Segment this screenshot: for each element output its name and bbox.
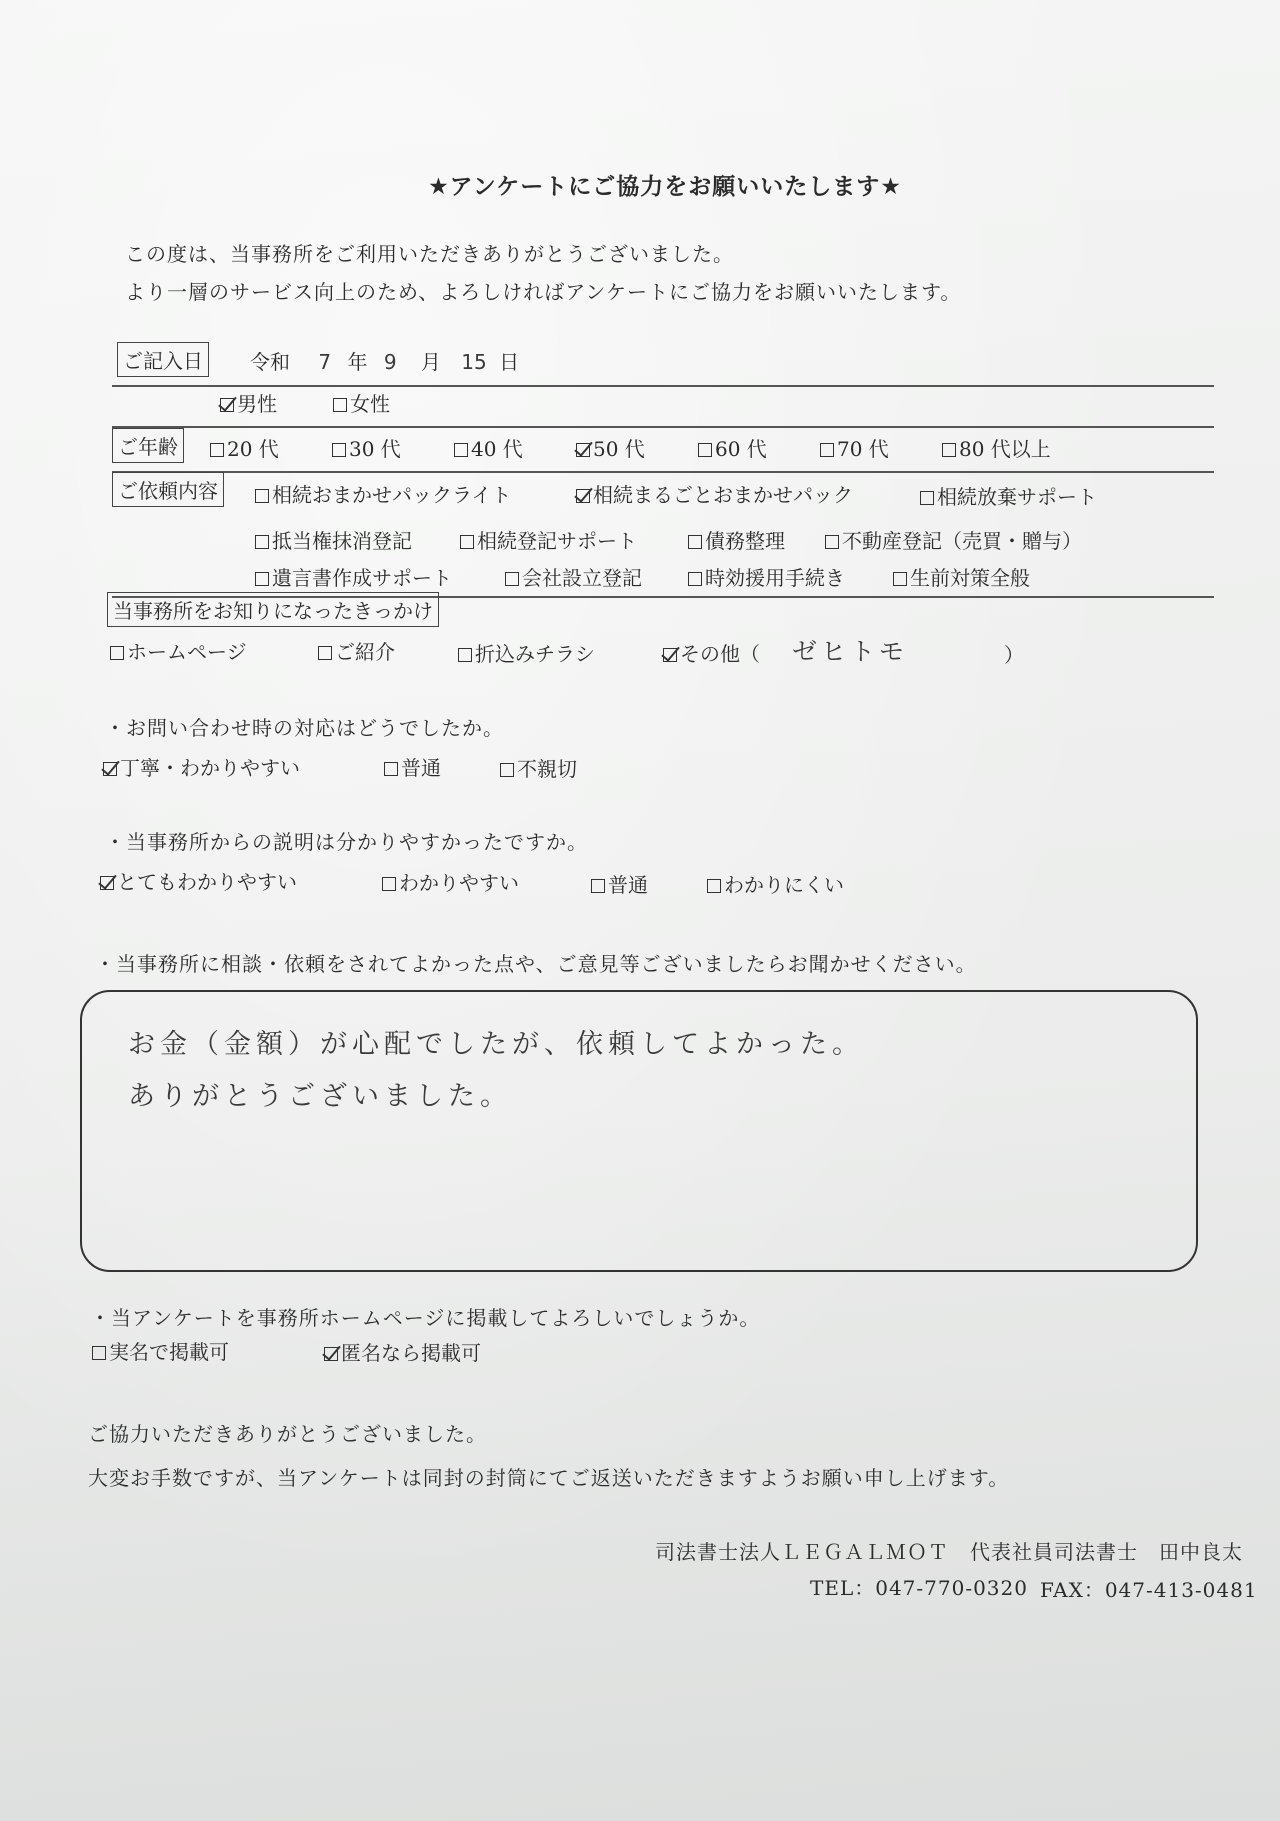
gender-option-male[interactable] [220,388,277,417]
checkbox-checked[interactable] [663,648,677,662]
checkbox[interactable] [333,398,347,412]
request-option[interactable] [505,562,642,591]
request-option[interactable] [255,525,412,554]
request-option[interactable] [255,562,452,591]
request-option[interactable] [576,479,853,508]
option-label: 債務整理 [705,529,785,553]
option-label: 男性 [237,392,277,416]
office-tel: TEL：047-770-0320 [810,1576,1028,1600]
option-label: 相続登記サポート [477,529,637,553]
question-feedback: ・当事務所に相談・依頼をされてよかった点や、ご意見等ございましたらお聞かせください。 [95,952,977,976]
option-label: 丁寧・わかりやすい [120,756,300,780]
age-label: ご年齢 [112,428,184,463]
date-month: 9 [383,350,397,374]
option-label: 相続放棄サポート [937,485,1097,509]
checkbox-checked[interactable] [576,443,590,457]
q2-option[interactable] [591,869,648,898]
checkbox[interactable] [458,648,472,662]
q2-option[interactable] [100,866,297,895]
option-label: 不親切 [517,757,577,781]
option-label: 20 代 [227,437,279,461]
option-label: 普通 [608,873,648,897]
checkbox[interactable] [454,443,468,457]
checkbox-checked[interactable] [576,489,590,503]
question-explanation: ・当事務所からの説明は分かりやすかったですか。 [105,830,588,854]
option-label: 会社設立登記 [522,566,642,590]
checkbox[interactable] [255,489,269,503]
date-value [250,346,519,375]
request-option[interactable] [255,479,511,508]
question-publish: ・当アンケートを事務所ホームページに掲載してよろしいでしょうか。 [90,1306,761,1330]
option-label: 女性 [350,392,390,416]
date-day: 15 [461,350,487,374]
option-label: ご紹介 [335,640,395,664]
checkbox[interactable] [942,443,956,457]
request-option[interactable] [920,481,1097,510]
source-other-close: ） [1004,643,1024,667]
q1-option[interactable] [384,752,441,781]
age-option-70[interactable] [820,433,889,462]
option-label: 時効援用手続き [705,566,845,590]
option-label: 70 代 [837,437,889,461]
checkbox[interactable] [500,763,514,777]
date-year-unit: 年 [347,350,368,374]
q1-option[interactable] [500,753,577,782]
checkbox[interactable] [460,535,474,549]
office-fax: FAX：047-413-0481 [1040,1578,1258,1602]
option-label: 相続まるごとおまかせパック [593,483,853,507]
checkbox[interactable] [920,491,934,505]
age-option-50[interactable] [576,433,645,462]
checkbox-checked[interactable] [324,1347,338,1361]
option-label: その他（ [680,642,760,666]
option-label: 30 代 [349,437,401,461]
option-label: 不動産登記（売買・贈与） [842,529,1082,553]
age-option-60[interactable] [698,433,767,462]
source-option[interactable] [458,638,595,667]
checkbox[interactable] [893,572,907,586]
age-option-30[interactable] [332,433,401,462]
source-label: 当事務所をお知りになったきっかけ [107,592,439,627]
q4-option[interactable] [324,1337,481,1366]
option-label: わかりにくい [724,873,844,897]
option-label: 40 代 [471,437,523,461]
survey-title: ★アンケートにご協力をお願いいたします★ [428,174,902,200]
q4-option[interactable] [92,1336,229,1365]
closing-line-1: ご協力いただきありがとうございました。 [88,1422,487,1446]
comment-line-2: ありがとうございました。 [128,1081,512,1112]
checkbox[interactable] [384,762,398,776]
checkbox-checked[interactable] [103,762,117,776]
office-name: 司法書士法人ＬＥＧＡＬＭＯＴ 代表社員司法書士 田中良太 [655,1540,1243,1564]
option-label: わかりやすい [399,871,519,895]
checkbox[interactable] [820,443,834,457]
intro-line-1: この度は、当事務所をご利用いただきありがとうございました。 [125,242,734,266]
checkbox-checked[interactable] [100,876,114,890]
divider [112,426,1214,428]
source-other-text: ゼヒトモ [792,637,909,666]
age-option-40[interactable] [454,433,523,462]
checkbox[interactable] [255,535,269,549]
age-option-80plus[interactable] [942,433,1051,462]
option-label: 50 代 [593,437,645,461]
option-label: 匿名なら掲載可 [341,1341,481,1365]
checkbox[interactable] [688,572,702,586]
date-month-unit: 月 [420,350,441,374]
question-contact-response: ・お問い合わせ時の対応はどうでしたか。 [105,716,504,740]
option-label: とてもわかりやすい [117,870,297,894]
request-label: ご依頼内容 [112,472,224,507]
divider [112,385,1214,387]
checkbox[interactable] [255,572,269,586]
option-label: 普通 [401,756,441,780]
intro-line-2: より一層のサービス向上のため、よろしければアンケートにご協力をお願いいたします。 [125,280,962,304]
option-label: 折込みチラシ [475,642,595,666]
checkbox[interactable] [110,646,124,660]
gender-option-female[interactable] [333,388,390,417]
date-era: 令和 [250,350,290,374]
option-label: 遺言書作成サポート [272,566,452,590]
divider [112,471,1214,473]
comment-line-1: お金（金額）が心配でしたが、依頼してよかった。 [128,1029,864,1060]
option-label: 80 代以上 [959,437,1051,461]
checkbox-checked[interactable] [220,398,234,412]
checkbox[interactable] [591,879,605,893]
option-label: 抵当権抹消登記 [272,529,412,553]
request-option[interactable] [460,525,637,554]
request-option[interactable] [688,562,845,591]
request-option[interactable] [825,525,1082,554]
request-option[interactable] [688,525,785,554]
checkbox[interactable] [332,443,346,457]
age-option-20[interactable] [210,433,279,462]
checkbox[interactable] [210,443,224,457]
q1-option[interactable] [103,752,300,781]
request-option[interactable] [893,562,1030,591]
checkbox[interactable] [318,646,332,660]
option-label: 60 代 [715,437,767,461]
option-label: 生前対策全般 [910,566,1030,590]
source-option-other[interactable] [663,638,760,667]
checkbox[interactable] [825,535,839,549]
date-day-unit: 日 [499,350,520,374]
source-option[interactable] [110,636,247,665]
checkbox[interactable] [698,443,712,457]
checkbox[interactable] [382,877,396,891]
closing-line-2: 大変お手数ですが、当アンケートは同封の封筒にてご返送いただきますようお願い申し上げます。 [88,1466,1010,1490]
option-label: 相続おまかせパックライト [272,483,512,507]
date-year: 7 [318,350,332,374]
option-label: 実名で掲載可 [109,1340,229,1364]
checkbox[interactable] [92,1346,106,1360]
checkbox[interactable] [707,879,721,893]
date-label: ご記入日 [117,342,209,377]
q2-option[interactable] [707,869,844,898]
q2-option[interactable] [382,867,519,896]
checkbox[interactable] [688,535,702,549]
source-option[interactable] [318,636,395,665]
checkbox[interactable] [505,572,519,586]
option-label: ホームページ [127,640,247,664]
